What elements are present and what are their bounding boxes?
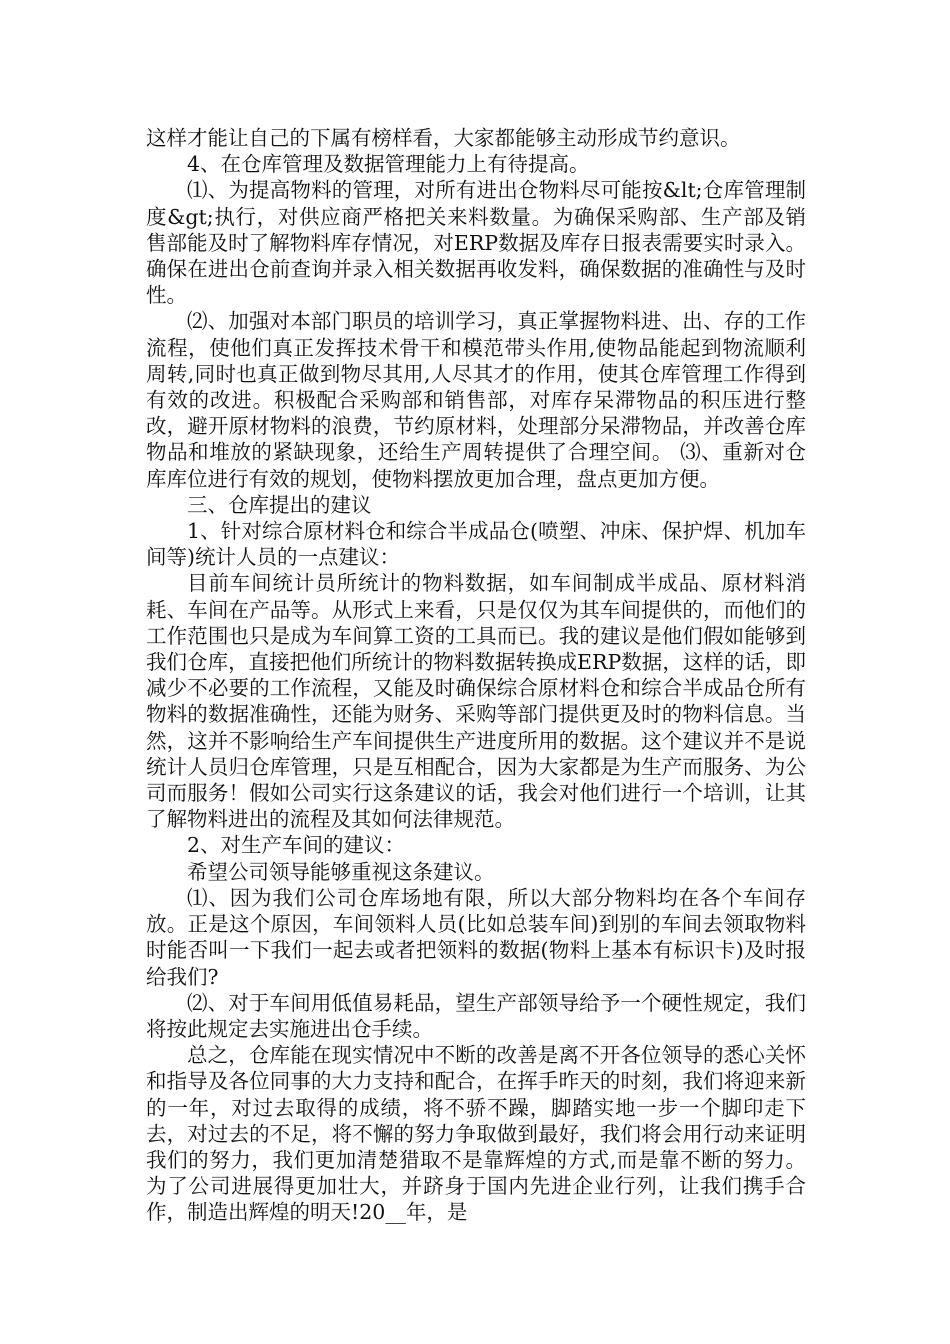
heading-warehouse-data-management: 4、在仓库管理及数据管理能力上有待提高。 (187, 152, 590, 177)
heading-warehouse-suggestions: 三、仓库提出的建议 (187, 492, 372, 517)
paragraph-leadership-attention: 希望公司领导能够重视这条建议。 (187, 859, 495, 884)
heading-workshop-suggestion: 2、对生产车间的建议： (187, 833, 406, 858)
paragraph-savings-awareness: 这样才能让自己的下属有榜样看，大家都能够主动形成节约意识。 (146, 126, 741, 150)
paragraph-statistics-suggestion: 目前车间统计员所统计的物料数据，如车间制成半成品、原材料消耗、车间在产品等。从形式上来看，只是仅仅为其车间提供的，而他们的工作范围也只是成为车间算工资的工具而已。我的建议是他们假如能够到我们仓库，直接把他们所统计的物料数据转换成ERP数据，这样的话，即减少不必要的工作流程，又能及时确保综合原材料仓和综合半成品仓所有物料的数据准确性，还能为财务、采购等部门提供更及时的物料信息。当然，这并不影响给生产车间提供生产进度所用的数据。这个建议并不是说统计人员归仓库管理，只是互相配合，因为大家都是为生产而服务、为公司而服务！假如公司实行这条建议的话，我会对他们进行一个培训，让其了解物料进出的流程及其如何法律规范。 (146, 571, 806, 832)
paragraph-workshop-storage: ⑴、因为我们公司仓库场地有限，所以大部分物料均在各个车间存放。正是这个原因，车间领料人员(比如总装车间)到别的车间去领取物料时能否叫一下我们一起去或者把领料的数据(物料上基本有标识卡)及时报给我们? (146, 885, 806, 989)
document-body (146, 125, 806, 1226)
heading-statistics-suggestion: 1、针对综合原材料仓和综合半成品仓(喷塑、冲床、保护焊、机加车间等)统计人员的一点建议： (146, 519, 806, 570)
paragraph-conclusion: 总之，仓库能在现实情况中不断的改善是离不开各位领导的悉心关怀和指导及各位同事的大力支持和配合，在挥手昨天的时刻，我们将迎来新的一年，对过去取得的成绩，将不骄不躁，脚踏实地一步一个脚印走下去，对过去的不足，将不懈的努力争取做到最好，我们将会用行动来证明我们的努力，我们更加清楚猎取不是靠辉煌的方式,而是靠不断的努力。为了公司进展得更加壮大，并跻身于国内先进企业行列，让我们携手合作，制造出辉煌的明天!20__年，是 (146, 1043, 806, 1225)
paragraph-material-management: ⑴、为提高物料的管理，对所有进出仓物料尽可能按&lt;仓库管理制度&gt;执行，对供应商严格把关来料数量。为确保采购部、生产部及销售部能及时了解物料库存情况，对ERP数据及库存日报表需要实时录入。确保在进出仓前查询并录入相关数据再收发料，确保数据的准确性与及时性。 (146, 178, 806, 308)
paragraph-staff-training: ⑵、加强对本部门职员的培训学习，真正掌握物料进、出、存的工作流程，使他们真正发挥技术骨干和模范带头作用,使物品能起到物流顺利周转,同时也真正做到物尽其用,人尽其才的作用，使其仓库管理工作得到有效的改进。积极配合采购部和销售部，对库存呆滞物品的积压进行整改，避开原材物料的浪费，节约原材料，处理部分呆滞物品，并改善仓库物品和堆放的紧缺现象，还给生产周转提供了合理空间。 ⑶、重新对仓库库位进行有效的规划，使物料摆放更加合理，盘点更加方便。 (146, 309, 806, 491)
paragraph-consumables-rule: ⑵、对于车间用低值易耗品，望生产部领导给予一个硬性规定，我们将按此规定去实施进出仓手续。 (146, 990, 806, 1041)
